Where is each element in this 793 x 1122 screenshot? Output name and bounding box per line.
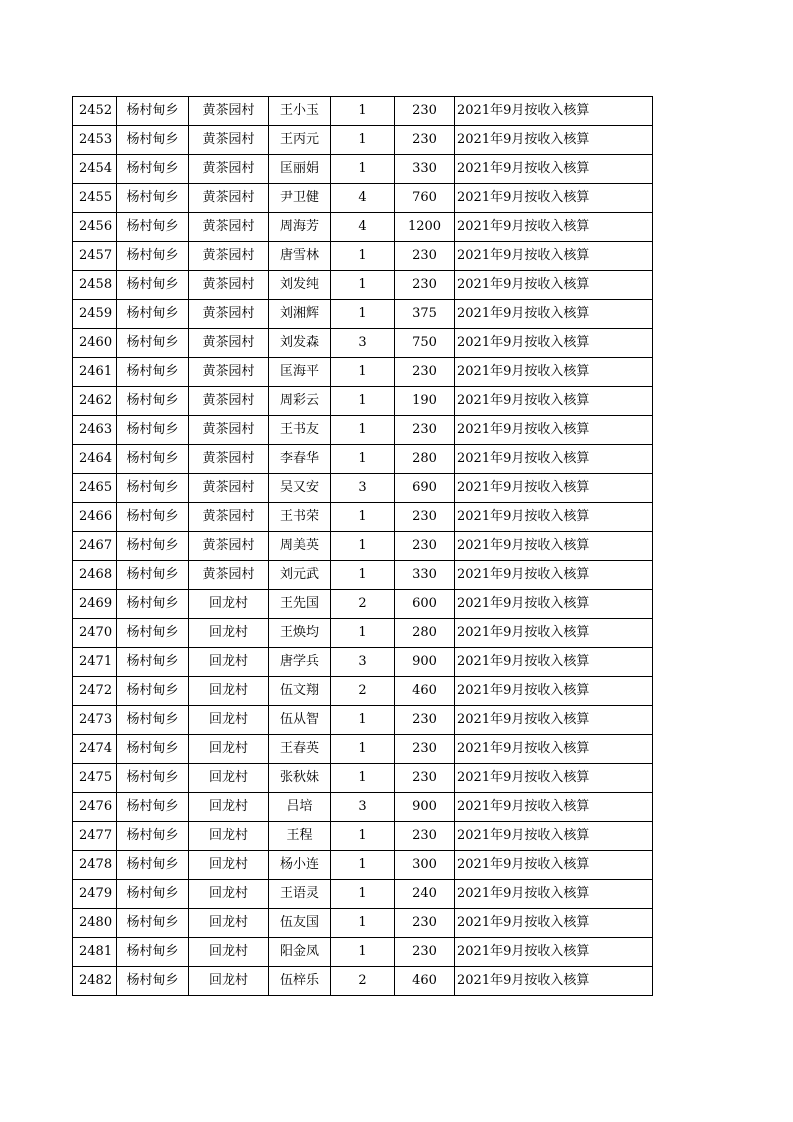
village-cell: 回龙村 — [189, 764, 269, 793]
township-cell: 杨村甸乡 — [117, 271, 189, 300]
household-size-cell: 1 — [331, 851, 395, 880]
amount-cell: 230 — [395, 271, 455, 300]
note-cell: 2021年9月按收入核算 — [455, 793, 653, 822]
township-cell: 杨村甸乡 — [117, 155, 189, 184]
village-cell: 黄茶园村 — [189, 532, 269, 561]
row-number-cell: 2454 — [73, 155, 117, 184]
household-size-cell: 1 — [331, 97, 395, 126]
household-size-cell: 1 — [331, 242, 395, 271]
village-cell: 回龙村 — [189, 880, 269, 909]
amount-cell: 330 — [395, 155, 455, 184]
township-cell: 杨村甸乡 — [117, 561, 189, 590]
township-cell: 杨村甸乡 — [117, 880, 189, 909]
table-row — [73, 909, 653, 938]
note-cell: 2021年9月按收入核算 — [455, 590, 653, 619]
amount-cell: 1200 — [395, 213, 455, 242]
village-cell: 回龙村 — [189, 677, 269, 706]
township-cell: 杨村甸乡 — [117, 590, 189, 619]
household-size-cell: 1 — [331, 822, 395, 851]
township-cell: 杨村甸乡 — [117, 213, 189, 242]
amount-cell: 190 — [395, 387, 455, 416]
note-cell: 2021年9月按收入核算 — [455, 358, 653, 387]
household-size-cell: 1 — [331, 764, 395, 793]
data-table — [72, 96, 653, 996]
township-cell: 杨村甸乡 — [117, 242, 189, 271]
household-size-cell: 1 — [331, 532, 395, 561]
household-size-cell: 1 — [331, 706, 395, 735]
name-cell: 吴又安 — [269, 474, 331, 503]
amount-cell: 230 — [395, 97, 455, 126]
table-row — [73, 503, 653, 532]
township-cell: 杨村甸乡 — [117, 677, 189, 706]
row-number-cell: 2456 — [73, 213, 117, 242]
table-row — [73, 271, 653, 300]
amount-cell: 460 — [395, 967, 455, 996]
village-cell: 回龙村 — [189, 822, 269, 851]
township-cell: 杨村甸乡 — [117, 503, 189, 532]
village-cell: 黄茶园村 — [189, 155, 269, 184]
row-number-cell: 2479 — [73, 880, 117, 909]
household-size-cell: 1 — [331, 445, 395, 474]
household-size-cell: 1 — [331, 909, 395, 938]
household-size-cell: 3 — [331, 474, 395, 503]
row-number-cell: 2461 — [73, 358, 117, 387]
household-size-cell: 1 — [331, 416, 395, 445]
table-row — [73, 561, 653, 590]
amount-cell: 690 — [395, 474, 455, 503]
table-row — [73, 213, 653, 242]
village-cell: 黄茶园村 — [189, 213, 269, 242]
village-cell: 回龙村 — [189, 619, 269, 648]
amount-cell: 300 — [395, 851, 455, 880]
township-cell: 杨村甸乡 — [117, 329, 189, 358]
village-cell: 回龙村 — [189, 735, 269, 764]
note-cell: 2021年9月按收入核算 — [455, 619, 653, 648]
village-cell: 黄茶园村 — [189, 242, 269, 271]
row-number-cell: 2480 — [73, 909, 117, 938]
row-number-cell: 2460 — [73, 329, 117, 358]
note-cell: 2021年9月按收入核算 — [455, 938, 653, 967]
table-row — [73, 967, 653, 996]
table-row — [73, 155, 653, 184]
name-cell: 匡海平 — [269, 358, 331, 387]
township-cell: 杨村甸乡 — [117, 387, 189, 416]
township-cell: 杨村甸乡 — [117, 126, 189, 155]
name-cell: 王语灵 — [269, 880, 331, 909]
village-cell: 黄茶园村 — [189, 271, 269, 300]
row-number-cell: 2474 — [73, 735, 117, 764]
township-cell: 杨村甸乡 — [117, 474, 189, 503]
table-row — [73, 880, 653, 909]
township-cell: 杨村甸乡 — [117, 822, 189, 851]
village-cell: 黄茶园村 — [189, 358, 269, 387]
amount-cell: 230 — [395, 242, 455, 271]
amount-cell: 230 — [395, 822, 455, 851]
township-cell: 杨村甸乡 — [117, 938, 189, 967]
name-cell: 刘元武 — [269, 561, 331, 590]
amount-cell: 900 — [395, 793, 455, 822]
amount-cell: 230 — [395, 938, 455, 967]
village-cell: 黄茶园村 — [189, 503, 269, 532]
note-cell: 2021年9月按收入核算 — [455, 242, 653, 271]
note-cell: 2021年9月按收入核算 — [455, 184, 653, 213]
name-cell: 唐学兵 — [269, 648, 331, 677]
household-size-cell: 1 — [331, 619, 395, 648]
township-cell: 杨村甸乡 — [117, 97, 189, 126]
table-row — [73, 474, 653, 503]
amount-cell: 460 — [395, 677, 455, 706]
table-row — [73, 445, 653, 474]
table-row — [73, 735, 653, 764]
village-cell: 黄茶园村 — [189, 97, 269, 126]
row-number-cell: 2469 — [73, 590, 117, 619]
township-cell: 杨村甸乡 — [117, 793, 189, 822]
name-cell: 刘湘辉 — [269, 300, 331, 329]
row-number-cell: 2472 — [73, 677, 117, 706]
township-cell: 杨村甸乡 — [117, 764, 189, 793]
row-number-cell: 2455 — [73, 184, 117, 213]
amount-cell: 230 — [395, 532, 455, 561]
name-cell: 王小玉 — [269, 97, 331, 126]
table-row — [73, 938, 653, 967]
note-cell: 2021年9月按收入核算 — [455, 503, 653, 532]
amount-cell: 230 — [395, 416, 455, 445]
name-cell: 刘发纯 — [269, 271, 331, 300]
amount-cell: 330 — [395, 561, 455, 590]
table-row — [73, 822, 653, 851]
note-cell: 2021年9月按收入核算 — [455, 561, 653, 590]
village-cell: 回龙村 — [189, 793, 269, 822]
table-row — [73, 97, 653, 126]
household-size-cell: 1 — [331, 880, 395, 909]
village-cell: 黄茶园村 — [189, 561, 269, 590]
township-cell: 杨村甸乡 — [117, 706, 189, 735]
village-cell: 回龙村 — [189, 851, 269, 880]
name-cell: 王书荣 — [269, 503, 331, 532]
household-size-cell: 3 — [331, 793, 395, 822]
village-cell: 回龙村 — [189, 648, 269, 677]
amount-cell: 750 — [395, 329, 455, 358]
household-size-cell: 1 — [331, 735, 395, 764]
amount-cell: 280 — [395, 619, 455, 648]
name-cell: 周海芳 — [269, 213, 331, 242]
name-cell: 王书友 — [269, 416, 331, 445]
table-row — [73, 677, 653, 706]
note-cell: 2021年9月按收入核算 — [455, 213, 653, 242]
amount-cell: 230 — [395, 764, 455, 793]
township-cell: 杨村甸乡 — [117, 648, 189, 677]
name-cell: 杨小连 — [269, 851, 331, 880]
name-cell: 伍友国 — [269, 909, 331, 938]
township-cell: 杨村甸乡 — [117, 532, 189, 561]
name-cell: 王春英 — [269, 735, 331, 764]
note-cell: 2021年9月按收入核算 — [455, 271, 653, 300]
name-cell: 王丙元 — [269, 126, 331, 155]
household-size-cell: 2 — [331, 590, 395, 619]
row-number-cell: 2457 — [73, 242, 117, 271]
table-row — [73, 242, 653, 271]
table-row — [73, 329, 653, 358]
household-size-cell: 1 — [331, 503, 395, 532]
village-cell: 黄茶园村 — [189, 416, 269, 445]
row-number-cell: 2465 — [73, 474, 117, 503]
note-cell: 2021年9月按收入核算 — [455, 474, 653, 503]
table-row — [73, 184, 653, 213]
village-cell: 回龙村 — [189, 590, 269, 619]
name-cell: 匡丽娟 — [269, 155, 331, 184]
note-cell: 2021年9月按收入核算 — [455, 97, 653, 126]
note-cell: 2021年9月按收入核算 — [455, 126, 653, 155]
note-cell: 2021年9月按收入核算 — [455, 880, 653, 909]
name-cell: 王先国 — [269, 590, 331, 619]
note-cell: 2021年9月按收入核算 — [455, 851, 653, 880]
amount-cell: 230 — [395, 735, 455, 764]
row-number-cell: 2452 — [73, 97, 117, 126]
name-cell: 李春华 — [269, 445, 331, 474]
township-cell: 杨村甸乡 — [117, 619, 189, 648]
row-number-cell: 2476 — [73, 793, 117, 822]
amount-cell: 280 — [395, 445, 455, 474]
township-cell: 杨村甸乡 — [117, 851, 189, 880]
row-number-cell: 2475 — [73, 764, 117, 793]
row-number-cell: 2458 — [73, 271, 117, 300]
row-number-cell: 2464 — [73, 445, 117, 474]
amount-cell: 760 — [395, 184, 455, 213]
village-cell: 黄茶园村 — [189, 474, 269, 503]
row-number-cell: 2481 — [73, 938, 117, 967]
village-cell: 黄茶园村 — [189, 445, 269, 474]
note-cell: 2021年9月按收入核算 — [455, 677, 653, 706]
name-cell: 王程 — [269, 822, 331, 851]
household-size-cell: 4 — [331, 213, 395, 242]
household-size-cell: 1 — [331, 358, 395, 387]
name-cell: 尹卫健 — [269, 184, 331, 213]
note-cell: 2021年9月按收入核算 — [455, 909, 653, 938]
table-row — [73, 648, 653, 677]
village-cell: 回龙村 — [189, 938, 269, 967]
amount-cell: 230 — [395, 503, 455, 532]
household-size-cell: 1 — [331, 387, 395, 416]
table-row — [73, 126, 653, 155]
name-cell: 周彩云 — [269, 387, 331, 416]
note-cell: 2021年9月按收入核算 — [455, 387, 653, 416]
amount-cell: 230 — [395, 909, 455, 938]
name-cell: 伍梓乐 — [269, 967, 331, 996]
township-cell: 杨村甸乡 — [117, 184, 189, 213]
table-row — [73, 532, 653, 561]
note-cell: 2021年9月按收入核算 — [455, 416, 653, 445]
village-cell: 黄茶园村 — [189, 126, 269, 155]
table-row — [73, 416, 653, 445]
table-row — [73, 358, 653, 387]
row-number-cell: 2470 — [73, 619, 117, 648]
note-cell: 2021年9月按收入核算 — [455, 706, 653, 735]
row-number-cell: 2468 — [73, 561, 117, 590]
household-size-cell: 1 — [331, 126, 395, 155]
note-cell: 2021年9月按收入核算 — [455, 648, 653, 677]
amount-cell: 230 — [395, 706, 455, 735]
amount-cell: 375 — [395, 300, 455, 329]
name-cell: 张秋妹 — [269, 764, 331, 793]
amount-cell: 240 — [395, 880, 455, 909]
amount-cell: 600 — [395, 590, 455, 619]
village-cell: 黄茶园村 — [189, 184, 269, 213]
village-cell: 回龙村 — [189, 967, 269, 996]
note-cell: 2021年9月按收入核算 — [455, 329, 653, 358]
village-cell: 回龙村 — [189, 909, 269, 938]
household-size-cell: 1 — [331, 561, 395, 590]
village-cell: 回龙村 — [189, 706, 269, 735]
township-cell: 杨村甸乡 — [117, 300, 189, 329]
note-cell: 2021年9月按收入核算 — [455, 155, 653, 184]
note-cell: 2021年9月按收入核算 — [455, 445, 653, 474]
household-size-cell: 3 — [331, 329, 395, 358]
amount-cell: 230 — [395, 126, 455, 155]
township-cell: 杨村甸乡 — [117, 909, 189, 938]
township-cell: 杨村甸乡 — [117, 967, 189, 996]
village-cell: 黄茶园村 — [189, 329, 269, 358]
name-cell: 吕培 — [269, 793, 331, 822]
household-size-cell: 4 — [331, 184, 395, 213]
amount-cell: 230 — [395, 358, 455, 387]
row-number-cell: 2462 — [73, 387, 117, 416]
row-number-cell: 2482 — [73, 967, 117, 996]
name-cell: 阳金凤 — [269, 938, 331, 967]
row-number-cell: 2466 — [73, 503, 117, 532]
row-number-cell: 2473 — [73, 706, 117, 735]
village-cell: 黄茶园村 — [189, 387, 269, 416]
township-cell: 杨村甸乡 — [117, 445, 189, 474]
row-number-cell: 2477 — [73, 822, 117, 851]
row-number-cell: 2459 — [73, 300, 117, 329]
village-cell: 黄茶园村 — [189, 300, 269, 329]
table-row — [73, 793, 653, 822]
household-size-cell: 1 — [331, 300, 395, 329]
table-row — [73, 764, 653, 793]
table-row — [73, 300, 653, 329]
name-cell: 王焕均 — [269, 619, 331, 648]
township-cell: 杨村甸乡 — [117, 735, 189, 764]
household-size-cell: 1 — [331, 155, 395, 184]
name-cell: 周美英 — [269, 532, 331, 561]
name-cell: 伍文翔 — [269, 677, 331, 706]
name-cell: 伍从智 — [269, 706, 331, 735]
note-cell: 2021年9月按收入核算 — [455, 822, 653, 851]
note-cell: 2021年9月按收入核算 — [455, 532, 653, 561]
township-cell: 杨村甸乡 — [117, 416, 189, 445]
row-number-cell: 2453 — [73, 126, 117, 155]
table-row — [73, 619, 653, 648]
table-row — [73, 706, 653, 735]
table-row — [73, 851, 653, 880]
row-number-cell: 2478 — [73, 851, 117, 880]
note-cell: 2021年9月按收入核算 — [455, 967, 653, 996]
household-size-cell: 3 — [331, 648, 395, 677]
household-size-cell: 2 — [331, 967, 395, 996]
amount-cell: 900 — [395, 648, 455, 677]
household-size-cell: 2 — [331, 677, 395, 706]
name-cell: 刘发森 — [269, 329, 331, 358]
household-size-cell: 1 — [331, 938, 395, 967]
table-body — [73, 97, 653, 996]
row-number-cell: 2467 — [73, 532, 117, 561]
row-number-cell: 2463 — [73, 416, 117, 445]
row-number-cell: 2471 — [73, 648, 117, 677]
name-cell: 唐雪林 — [269, 242, 331, 271]
note-cell: 2021年9月按收入核算 — [455, 764, 653, 793]
note-cell: 2021年9月按收入核算 — [455, 735, 653, 764]
township-cell: 杨村甸乡 — [117, 358, 189, 387]
note-cell: 2021年9月按收入核算 — [455, 300, 653, 329]
household-size-cell: 1 — [331, 271, 395, 300]
table-row — [73, 387, 653, 416]
table-row — [73, 590, 653, 619]
